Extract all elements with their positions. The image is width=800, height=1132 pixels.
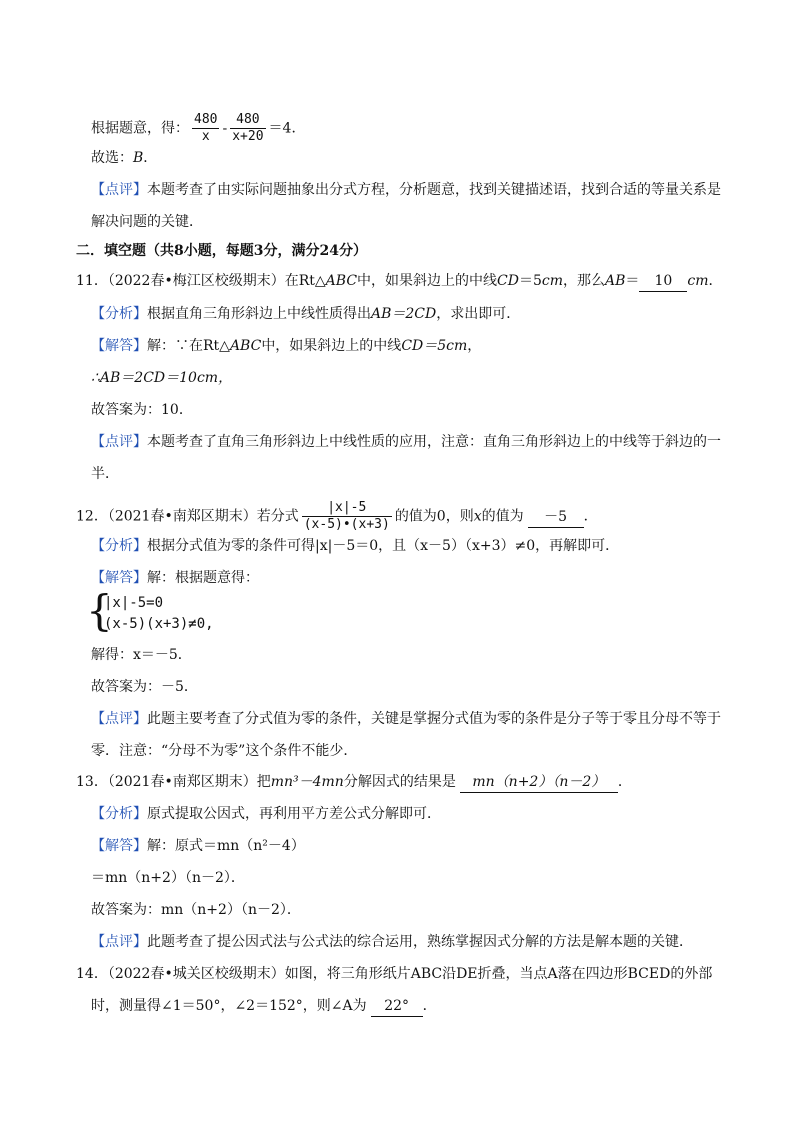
q14-number: 14． [76,966,108,982]
q12-comment [91,709,721,729]
q10-fraction-1-num: 480 [194,112,218,127]
q10-equation-prefix: 根据题意，得： [91,120,189,137]
q13-end: ． [617,774,632,790]
q12-solution-text: 解：根据题意得： [147,570,259,586]
q12-end: ． [583,508,598,525]
q12-analysis-text: 根据分式值为零的条件可得|x|－5＝0，且（x－5）（x+3）≠0，再解即可． [147,538,620,554]
q14-stem-cont [91,996,437,1017]
q12-system-eq-2: (x-5)(x+3)≠0, [104,616,214,632]
q11-solution-e: ， [467,338,482,354]
q12-fraction [302,500,392,533]
q13-answer-line: 故答案为：mn（n+2）（n－2）． [91,902,301,918]
q11-solution-c: 中，如果斜边上的中线 [261,338,402,354]
q12-system-eq-1: |x|-5=0 [104,595,164,611]
q11-unit-2: cm [687,273,709,289]
q12-comment-text: 此题主要考查了分式值为零的条件，关键是掌握分式值为零的条件是分子等于零且分母不等于 [147,711,721,727]
q11-cd: CD [497,273,519,289]
system-brace-icon: { [86,586,113,635]
q14-stem-2: 时，测量得∠1＝50°，∠2＝152°，则∠A为 [91,998,367,1014]
q10-comment-cont: 解决问题的关键． [91,214,203,230]
q11-solution-a: 解：∵在Rt△ [147,338,230,354]
q10-choice-label: 故选： [91,150,133,166]
q14-answer: 22° [384,998,410,1014]
q10-comment [91,180,721,200]
q10-fraction-1-den: x [201,129,210,144]
q11-solution-step: ∴AB＝2CD＝10cm， [91,370,233,386]
q11-ab: AB [605,273,626,289]
q12-stem [76,500,598,533]
q13-comment-text: 此题考查了提公因式法与公式法的综合运用，熟练掌握因式分解的方法是解本题的关键． [147,934,693,950]
q10-equation-line [91,112,305,145]
q10-equation-suffix: ＝4． [268,120,306,137]
q13-answer-blank [460,772,618,793]
q11-stem-b: ＝5 [518,273,542,289]
q13-expression: mn³－4mn [270,774,344,790]
comment-tag: 【点评】 [91,434,147,450]
q12-solve: 解得：x＝－5． [91,647,192,663]
q12-source: （2021春•南郑区期末）若分式 [107,508,299,525]
analysis-tag: 【分析】 [91,806,147,822]
q10-fraction-2-num: 480 [230,112,265,129]
q11-stem-a: 中，如果斜边上的中线 [357,273,498,289]
q10-comment-text: 本题考查了由实际问题抽象出分式方程，分析题意，找到关键描述语，找到合适的等量关系是 [147,182,721,198]
q11-comment-text: 本题考查了直角三角形斜边上中线性质的应用，注意：直角三角形斜边上的中线等于斜边的一 [147,434,721,450]
q13-solution-text: 解：原式＝mn（n²－4） [147,838,305,854]
q13-solution [91,836,305,856]
analysis-tag: 【分析】 [91,306,147,322]
analysis-tag: 【分析】 [91,538,147,554]
section-title: 二．填空题（共8小题，每题3分，满分24分） [76,243,367,259]
q11-eq: ＝ [625,273,640,289]
q11-analysis [91,304,520,324]
q12-number: 12． [76,508,108,525]
q10-fraction-2-den: x+20 [232,129,264,144]
q12-stem-b: 的值为0，则 [394,508,474,525]
q12-solution [91,568,259,588]
q11-comment [91,432,721,452]
q11-abc: ABC [325,273,358,289]
q11-solution [91,336,481,356]
q13-source: （2021春•南郑区期末）把 [107,774,271,790]
q13-number: 13． [76,774,108,790]
q10-fraction-1 [192,112,219,145]
solution-tag: 【解答】 [91,838,147,854]
q11-source: （2022春•梅江区校级期末）在Rt△ [107,273,326,289]
q13-analysis-text: 原式提取公因式，再利用平方差公式分解即可． [147,806,441,822]
q12-comment-cont: 零．注意：“分母不为零”这个条件不能少． [91,743,358,759]
q14-stem [76,964,712,984]
q12-analysis [91,536,619,556]
q11-unit-1: cm [541,273,564,289]
q12-answer-blank [528,507,584,528]
q14-answer-blank [371,996,423,1017]
comment-tag: 【点评】 [91,182,147,198]
q12-var: x [473,508,482,525]
q11-analysis-formula: AB＝2CD [371,306,437,322]
q10-choice-end: ． [143,150,158,166]
q10-choice [91,148,157,168]
q12-stem-c: 的值为 [481,508,524,525]
q11-answer: 10 [654,273,673,289]
q11-end: ． [708,273,723,289]
q11-solution-b: ABC [229,338,262,354]
q11-answer-line: 故答案为：10． [91,402,193,418]
comment-tag: 【点评】 [91,711,147,727]
q11-analysis-end: ，求出即可． [436,306,521,322]
comment-tag: 【点评】 [91,934,147,950]
q13-analysis [91,804,441,824]
q11-number: 11． [76,273,108,289]
q13-answer: mn（n+2）（n－2） [472,774,606,790]
q11-solution-d: CD＝5cm [401,338,468,354]
q12-answer: －5 [544,508,568,525]
q13-comment [91,932,693,952]
q13-stem-b: 分解因式的结果是 [343,774,456,790]
q11-stem [76,271,723,292]
q12-fraction-num: |x|-5 [302,500,392,517]
q11-comment-cont: 半． [91,466,119,482]
q13-stem [76,772,632,793]
q12-fraction-den: (x-5)•(x+3) [303,517,390,532]
q13-solution-step: ＝mn（n+2）（n－2）． [91,870,245,886]
q12-answer-line: 故答案为：－5． [91,679,198,695]
q10-choice-letter: B [133,150,144,166]
q11-analysis-text: 根据直角三角形斜边上中线性质得出 [147,306,371,322]
q10-fraction-2 [230,112,265,145]
q14-end: ． [422,998,437,1014]
q11-answer-blank [639,271,687,292]
solution-tag: 【解答】 [91,570,147,586]
q11-stem-c: ，那么 [563,273,606,289]
solution-tag: 【解答】 [91,338,147,354]
q14-stem-1: （2022春•城关区校级期末）如图，将三角形纸片ABC沿DE折叠，当点A落在四边形BCED的外部 [107,966,713,982]
q10-minus: - [222,120,228,137]
